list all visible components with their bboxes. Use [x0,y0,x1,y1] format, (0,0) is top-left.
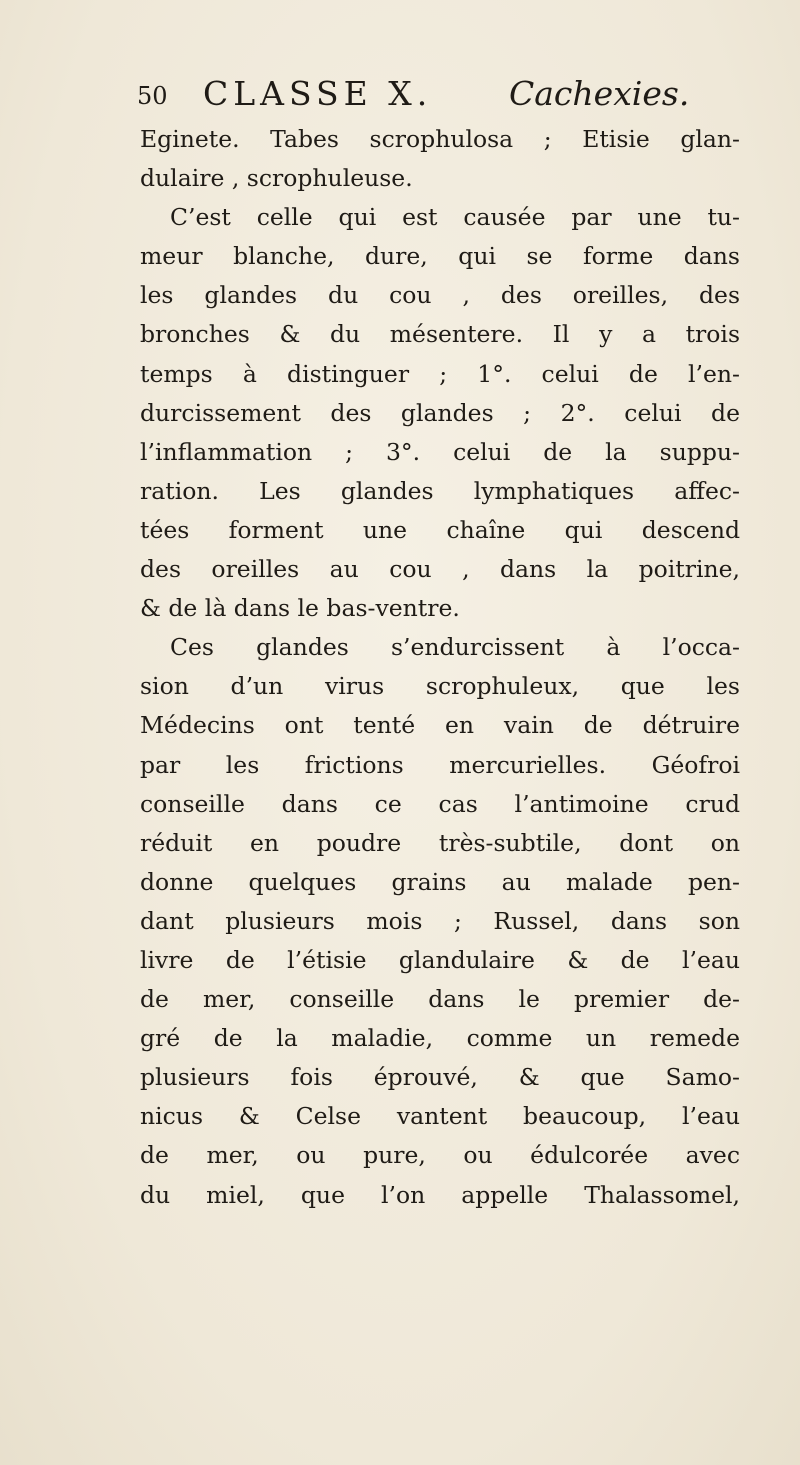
text-line: meur blanche, dure, qui se forme dans [140,242,740,271]
text-line: livre de l’étisie glandulaire & de l’eau [140,945,740,974]
text-line: ration. Les glandes lymphatiques affec- [140,476,740,505]
text-line: du miel, que l’on appelle Thalassomel, [140,1180,740,1209]
text-line: de mer, ou pure, ou édulcorée avec [140,1141,740,1170]
text-line: sion d’un virus scrophuleux, que les [140,672,740,701]
text-line: l’inflammation ; 3°. celui de la suppu- [140,437,740,466]
text-line: Médecins ont tenté en vain de détruire [140,711,740,740]
text-line: nicus & Celse vantent beaucoup, l’eau [140,1102,740,1131]
text-line: & de là dans le bas-ventre. [140,594,460,623]
text-line: Eginete. Tabes scrophulosa ; Etisie glan- [140,125,740,153]
text-line: dulaire , scrophuleuse. [140,164,413,193]
text-line: durcissement des glandes ; 2°. celui de [140,398,740,427]
class-label: CLASSE X. [203,74,433,113]
text-line: des oreilles au cou , dans la poitrine, [140,555,740,584]
text-line: tées forment une chaîne qui descend [140,515,740,544]
text-line: les glandes du cou , des oreilles, des [140,281,740,310]
text-line: de mer, conseille dans le premier de- [140,985,740,1014]
text-line: conseille dans ce cas l’antimoine crud [140,789,740,818]
text-line: dant plusieurs mois ; Russel, dans son [140,906,740,935]
text-line: plusieurs fois éprouvé, & que Samo- [140,1063,740,1092]
text-line: C’est celle qui est causée par une tu- [170,203,740,232]
text-line: par les frictions mercurielles. Géofroi [140,750,740,779]
page-number: 50 [137,82,168,110]
text-line: réduit en poudre très-subtile, dont on [140,828,740,857]
text-line: Ces glandes s’endurcissent à l’occa- [170,633,740,662]
text-line: temps à distinguer ; 1°. celui de l’en- [140,359,740,388]
text-line: gré de la maladie, comme un remede [140,1024,740,1053]
body-text [140,120,740,1215]
running-header [137,74,697,118]
text-line: bronches & du mésentere. Il y a trois [140,320,740,349]
text-line: donne quelques grains au malade pen- [140,867,740,896]
section-title: Cachexies. [509,74,690,113]
